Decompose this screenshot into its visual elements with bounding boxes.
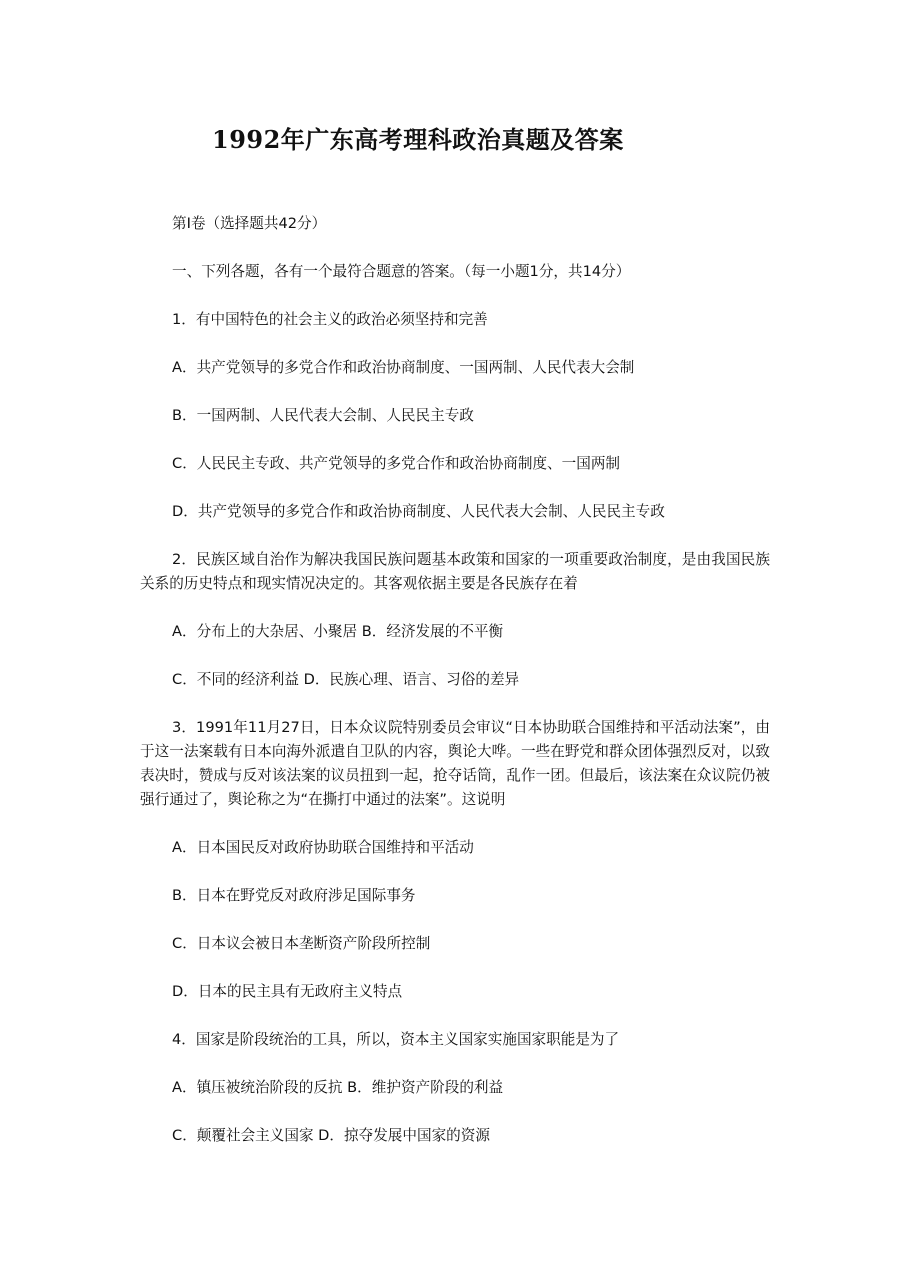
question-2: 2．民族区域自治作为解决我国民族问题基本政策和国家的一项重要政治制度，是由我国民族关系的历史特点和现实情况决定的。其客观依据主要是各民族存在着 (140, 551, 770, 592)
question-4-options-ab: A．镇压被统治阶段的反抗 B．维护资产阶段的利益 (172, 1079, 504, 1096)
document-title: 1992年广东高考理科政治真题及答案 (212, 125, 624, 154)
question-3-option-c: C．日本议会被日本垄断资产阶段所控制 (172, 935, 431, 952)
question-1-option-b: B．一国两制、人民代表大会制、人民民主专政 (172, 407, 474, 424)
question-1-option-c: C．人民民主专政、共产党领导的多党合作和政治协商制度、一国两制 (172, 455, 621, 472)
question-2-options-ab: A．分布上的大杂居、小聚居 B．经济发展的不平衡 (172, 623, 504, 640)
question-3: 3．1991年11月27日，日本众议院特别委员会审议“日本协助联合国维持和平活动法案”，由于这一法案载有日本向海外派遣自卫队的内容，舆论大哗。一些在野党和群众团体强烈反对，以致表决时，赞成与反对该法案的议员扭到一起，抢夺话筒，乱作一团。但最后，该法案在众议院仍被强行通过了，舆论称之为“在撕打中通过的法案”。这说明 (140, 719, 770, 808)
question-4-options-cd: C．颠覆社会主义国家 D．掠夺发展中国家的资源 (172, 1127, 490, 1144)
question-1-option-d: D．共产党领导的多党合作和政治协商制度、人民代表大会制、人民民主专政 (172, 503, 665, 520)
question-3-option-d: D．日本的民主具有无政府主义特点 (172, 983, 403, 1000)
question-4: 4．国家是阶段统治的工具，所以，资本主义国家实施国家职能是为了 (172, 1031, 620, 1048)
question-3-option-b: B．日本在野党反对政府涉足国际事务 (172, 887, 416, 904)
instructions: 一、下列各题，各有一个最符合题意的答案。（每一小题1分，共14分） (172, 263, 631, 280)
question-1: 1．有中国特色的社会主义的政治必须坚持和完善 (172, 311, 488, 328)
question-2-options-cd: C．不同的经济利益 D．民族心理、语言、习俗的差异 (172, 671, 520, 688)
question-3-option-a: A．日本国民反对政府协助联合国维持和平活动 (172, 839, 474, 856)
section-heading: 第I卷（选择题共42分） (172, 215, 327, 232)
document-body (140, 212, 770, 1172)
question-1-option-a: A．共产党领导的多党合作和政治协商制度、一国两制、人民代表大会制 (172, 359, 635, 376)
